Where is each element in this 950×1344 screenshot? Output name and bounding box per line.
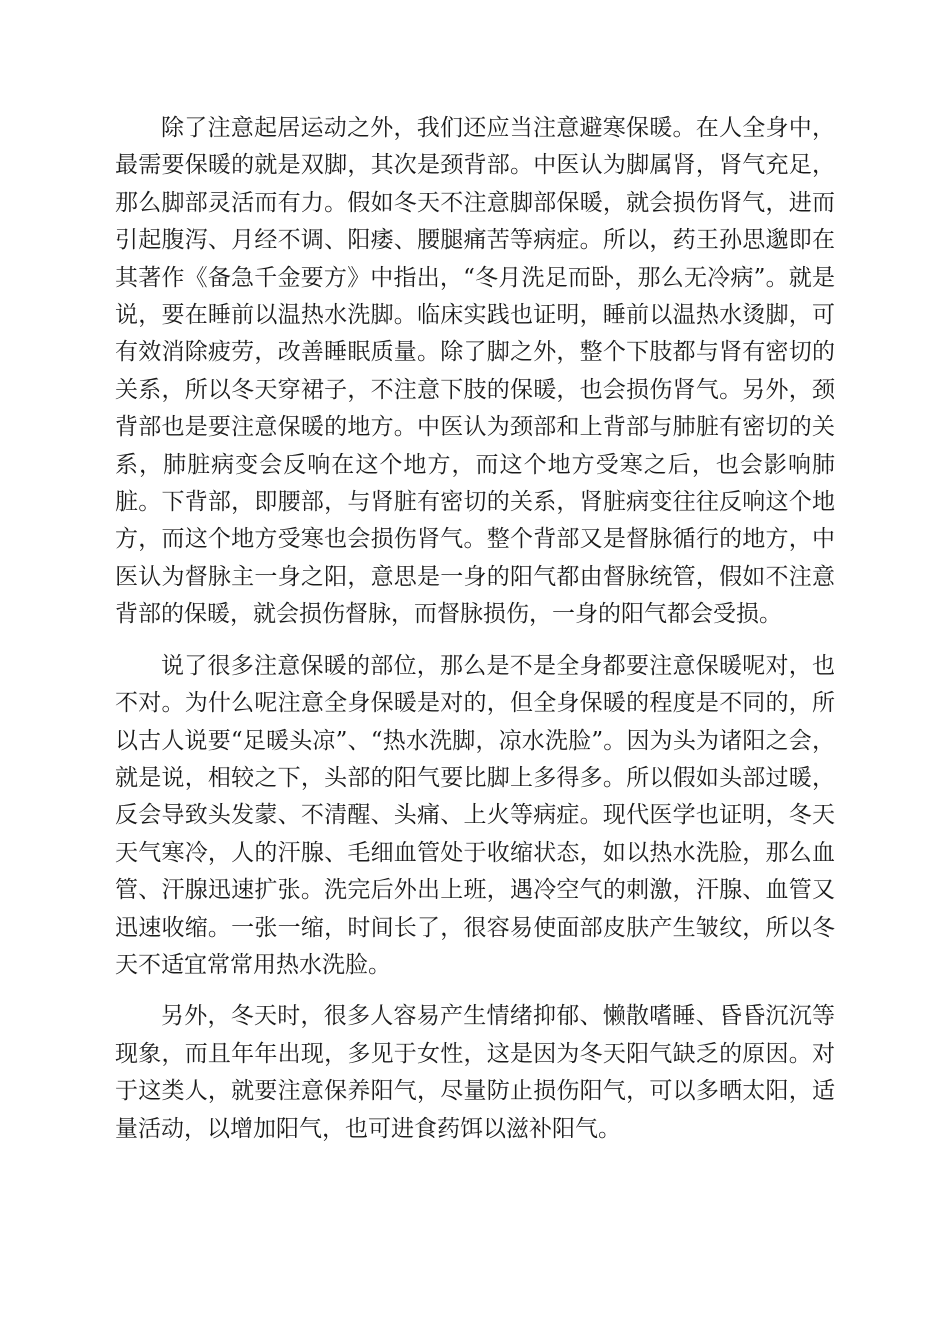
paragraph-2: 说了很多注意保暖的部位，那么是不是全身都要注意保暖呢对，也不对。为什么呢注意全身保暖是对的，但全身保暖的程度是不同的，所以古人说要“足暖头凉”、“热水洗脚，凉水洗脸”。因为头为诸阳之会，就是说，相较之下，头部的阳气要比脚上多得多。所以假如头部过暖，反会导致头发蒙、不清醒、头痛、上火等病症。现代医学也证明，冬天天气寒冷，人的汗腺、毛细血管处于收缩状态，如以热水洗脸，那么血管、汗腺迅速扩张。洗完后外出上班，遇冷空气的刺激，汗腺、血管又迅速收缩。一张一缩，时间长了，很容易使面部皮肤产生皱纹，所以冬天不适宜常常用热水洗脸。 (115, 652, 835, 978)
document-body (115, 110, 835, 1148)
paragraph-3: 另外，冬天时，很多人容易产生情绪抑郁、懒散嗜睡、昏昏沉沉等现象，而且年年出现，多见于女性，这是因为冬天阳气缺乏的原因。对于这类人，就要注意保养阳气，尽量防止损伤阳气，可以多晒太阳，适量活动，以增加阳气，也可进食药饵以滋补阳气。 (115, 1003, 835, 1142)
paragraph-1: 除了注意起居运动之外，我们还应当注意避寒保暖。在人全身中，最需要保暖的就是双脚，其次是颈背部。中医认为脚属肾，肾气充足，那么脚部灵活而有力。假如冬天不注意脚部保暖，就会损伤肾气，进而引起腹泻、月经不调、阳痿、腰腿痛苦等病症。所以，药王孙思邈即在其著作《备急千金要方》中指出，“冬月洗足而卧，那么无冷病”。就是说，要在睡前以温热水洗脚。临床实践也证明，睡前以温热水烫脚，可有效消除疲劳，改善睡眠质量。除了脚之外，整个下肢都与肾有密切的关系，所以冬天穿裙子，不注意下肢的保暖，也会损伤肾气。另外，颈背部也是要注意保暖的地方。中医认为颈部和上背部与肺脏有密切的关系，肺脏病变会反响在这个地方，而这个地方受寒之后，也会影响肺脏。下背部，即腰部，与肾脏有密切的关系，肾脏病变往往反响这个地方，而这个地方受寒也会损伤肾气。整个背部又是督脉循行的地方，中医认为督脉主一身之阳，意思是一身的阳气都由督脉统管，假如不注意背部的保暖，就会损伤督脉，而督脉损伤，一身的阳气都会受损。 (115, 115, 835, 628)
